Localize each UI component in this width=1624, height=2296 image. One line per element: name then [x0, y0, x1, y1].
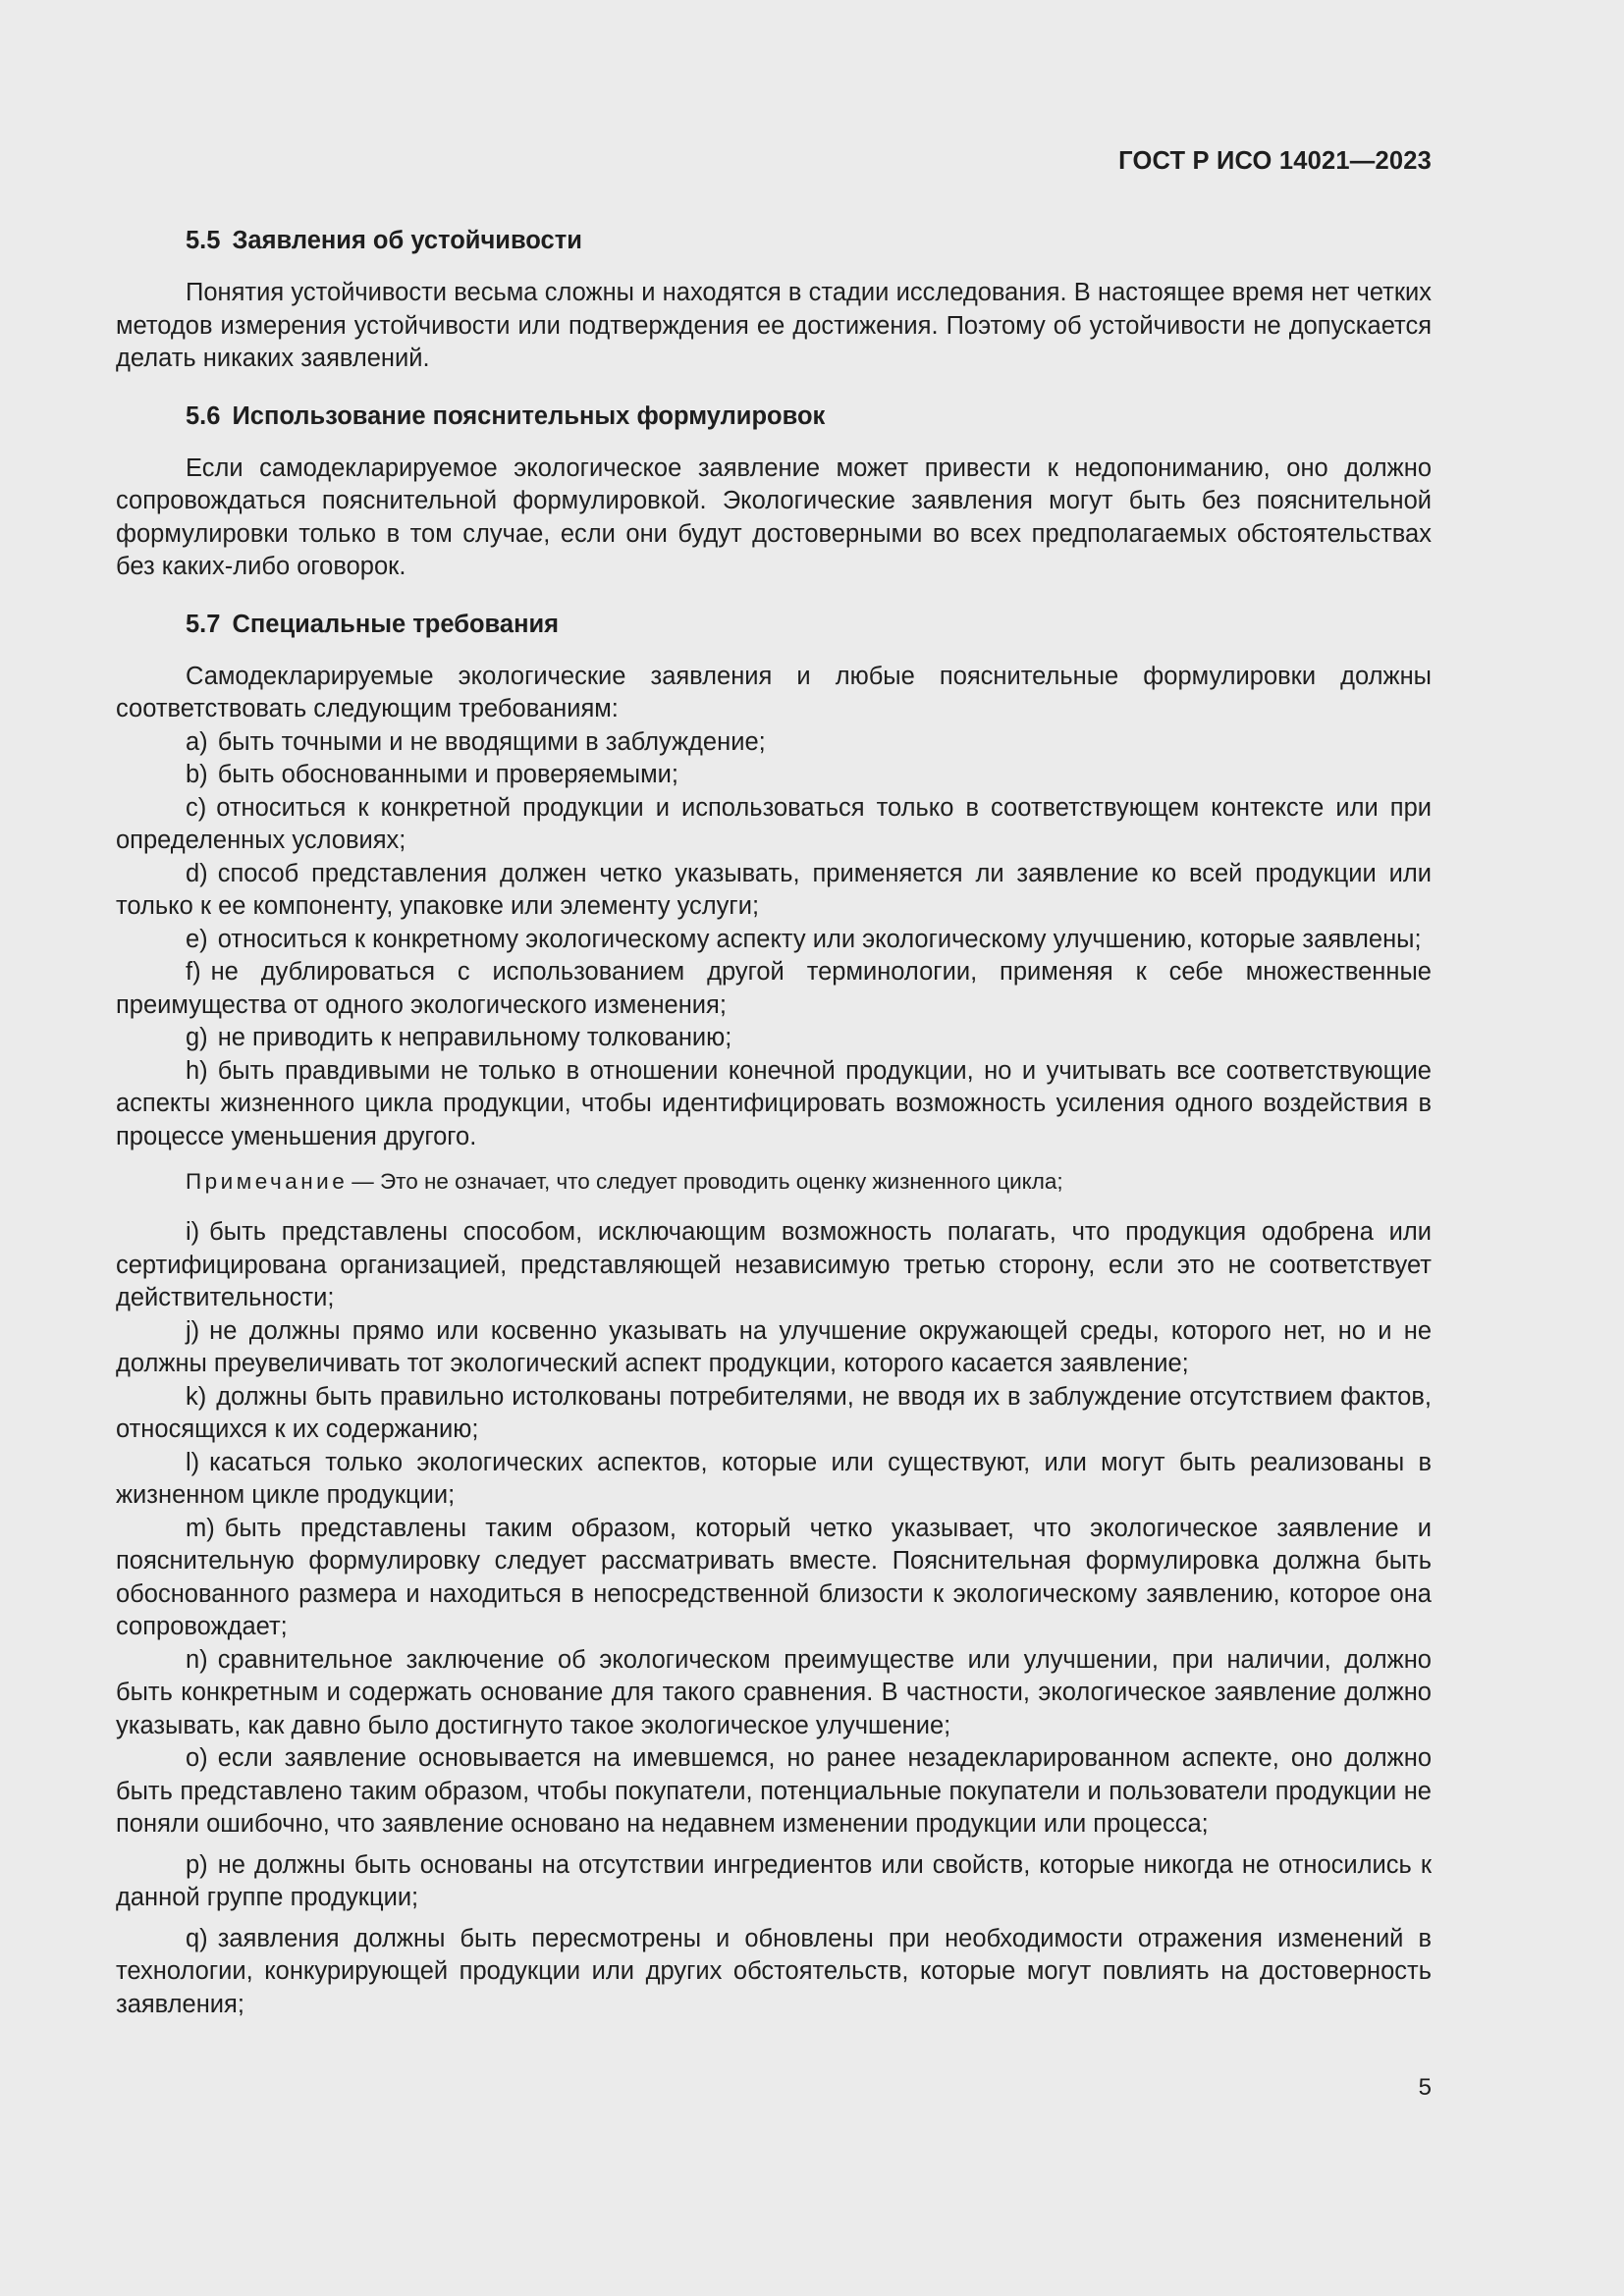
- list-marker: l): [186, 1448, 200, 1476]
- section-title: Специальные требования: [232, 610, 560, 638]
- list-marker: o): [186, 1744, 208, 1772]
- list-marker: n): [186, 1645, 208, 1674]
- note-text: — Это не означает, что следует проводить оценку жизненного цикла;: [352, 1169, 1063, 1194]
- list-item-text: если заявление основывается на имевшемся, но ранее незадекларированном аспекте, оно должно быть представлено таким образом, чтобы покупатели, потенциальные покупатели и пользователи продукции не поняли ошибочно, что заявление основано на недавнем изменении продукции или процесса;: [116, 1744, 1432, 1838]
- list-marker: a): [186, 727, 208, 756]
- list-item-text: сравнительное заключение об экологическом преимуществе или улучшении, при наличии, должно быть конкретным и содержать основание для такого сравнения. В частности, экологическое заявление должно указывать, как давно было достигнуто такое экологическое улучшение;: [116, 1645, 1432, 1739]
- list-item: [116, 1022, 1432, 1055]
- section-title: Заявления об устойчивости: [232, 227, 582, 254]
- list-item: [116, 1742, 1432, 1842]
- list-marker: b): [186, 761, 208, 788]
- list-item-text: быть правдивыми не только в отношении конечной продукции, но и учитывать все соответствующие аспекты жизненного цикла продукции, чтобы идентифицировать возможность усиления одного воздействия в процессе уменьшения другого.: [116, 1056, 1432, 1150]
- section-number: 5.5: [186, 227, 221, 254]
- list-item-text: не приводить к неправильному толкованию;: [217, 1024, 732, 1051]
- list-marker: m): [186, 1514, 215, 1542]
- list-item: [116, 924, 1432, 957]
- requirements-list: [116, 726, 1432, 1154]
- section-paragraph: Если самодекларируемое экологическое заявление может привести к недопониманию, оно должно сопровождаться пояснительной формулировкой. Экологические заявления могут быть без пояснительной формулировки только в том случае, если они будут достоверными во всех предполагаемых обстоятельствах без каких-либо оговорок.: [116, 454, 1432, 580]
- list-marker: f): [186, 958, 201, 986]
- list-item-text: относиться к конкретному экологическому аспекту или экологическому улучшению, которые заявлены;: [217, 925, 1422, 953]
- document-page: [116, 0, 1432, 2296]
- list-item-text: заявления должны быть пересмотрены и обновлены при необходимости отражения изменений в технологии, конкурирующей продукции или других обстоятельств, которые могут повлиять на достоверность заявления;: [116, 1924, 1432, 2018]
- list-marker: d): [186, 859, 208, 887]
- section-heading-5-7: [116, 608, 1432, 641]
- section-number: 5.6: [186, 401, 221, 430]
- list-marker: q): [186, 1924, 208, 1952]
- list-item-text: должны быть правильно истолкованы потребителями, не вводя их в заблуждение отсутствием фактов, относящихся к их содержанию;: [116, 1382, 1432, 1443]
- list-marker: k): [186, 1382, 207, 1411]
- list-item: [116, 1923, 1432, 2022]
- list-item-text: быть точными и не вводящими в заблуждение;: [217, 727, 766, 756]
- list-item: [116, 1381, 1432, 1447]
- list-marker: h): [186, 1056, 208, 1085]
- section-heading-5-5: [116, 224, 1432, 257]
- requirements-list-continued: [116, 1216, 1432, 2021]
- list-item-text: быть представлены таким образом, который четко указывает, что экологическое заявление и пояснительную формулировку следует рассматривать вместе. Пояснительная формулировка должна быть обоснованного размера и находиться в непосредственной близости к экологическому заявлению, которое она сопровождает;: [116, 1514, 1432, 1640]
- list-marker: c): [186, 793, 207, 822]
- list-item-text: не должны быть основаны на отсутствии ингредиентов или свойств, которые никогда не относились к данной группе продукции;: [116, 1850, 1432, 1911]
- list-item: [116, 1315, 1432, 1381]
- list-item: [116, 1644, 1432, 1743]
- list-marker: j): [186, 1316, 200, 1345]
- page-content: [116, 224, 1432, 2021]
- list-item: [116, 1447, 1432, 1513]
- list-item: [116, 1849, 1432, 1915]
- section-heading-5-6: [116, 400, 1432, 433]
- list-item-text: способ представления должен четко указывать, применяется ли заявление ко всей продукции или только к ее компоненту, упаковке или элементу услуги;: [116, 859, 1432, 920]
- list-item: [116, 858, 1432, 924]
- section-paragraph: Понятия устойчивости весьма сложны и находятся в стадии исследования. В настоящее время нет четких методов измерения устойчивости или подтверждения ее достижения. Поэтому об устойчивости не допускается делать никаких заявлений.: [116, 279, 1432, 372]
- list-item-text: не дублироваться с использованием другой терминологии, применяя к себе множественные преимущества от одного экологического изменения;: [116, 958, 1432, 1019]
- list-item-text: быть представлены способом, исключающим возможность полагать, что продукция одобрена или сертифицирована организацией, представляющей независимую третью сторону, если это не соответствует действительности;: [116, 1218, 1432, 1311]
- page-number: 5: [1418, 2074, 1432, 2101]
- list-item: [116, 1055, 1432, 1154]
- document-code-header: ГОСТ Р ИСО 14021—2023: [1118, 147, 1432, 175]
- section-title: Использование пояснительных формулировок: [232, 401, 826, 430]
- list-item-text: касаться только экологических аспектов, которые или существуют, или могут быть реализованы в жизненном цикле продукции;: [116, 1448, 1432, 1509]
- list-item: [116, 1513, 1432, 1644]
- note: [116, 1167, 1432, 1197]
- list-marker: g): [186, 1024, 208, 1051]
- section-paragraph: Самодекларируемые экологические заявления и любые пояснительные формулировки должны соответствовать следующим требованиям:: [116, 662, 1432, 722]
- note-label: Примечание: [186, 1169, 349, 1194]
- list-item: [116, 792, 1432, 858]
- list-item: [116, 956, 1432, 1022]
- list-item: [116, 1216, 1432, 1315]
- list-item-text: быть обоснованными и проверяемыми;: [217, 761, 678, 788]
- list-marker: i): [186, 1218, 200, 1246]
- list-marker: e): [186, 925, 208, 953]
- list-item: [116, 726, 1432, 760]
- list-item-text: относиться к конкретной продукции и использоваться только в соответствующем контексте или при определенных условиях;: [116, 793, 1432, 854]
- list-item: [116, 759, 1432, 792]
- list-marker: p): [186, 1850, 208, 1879]
- section-number: 5.7: [186, 610, 221, 638]
- list-item-text: не должны прямо или косвенно указывать на улучшение окружающей среды, которого нет, но и не должны преувеличивать тот экологический аспект продукции, которого касается заявление;: [116, 1316, 1432, 1377]
